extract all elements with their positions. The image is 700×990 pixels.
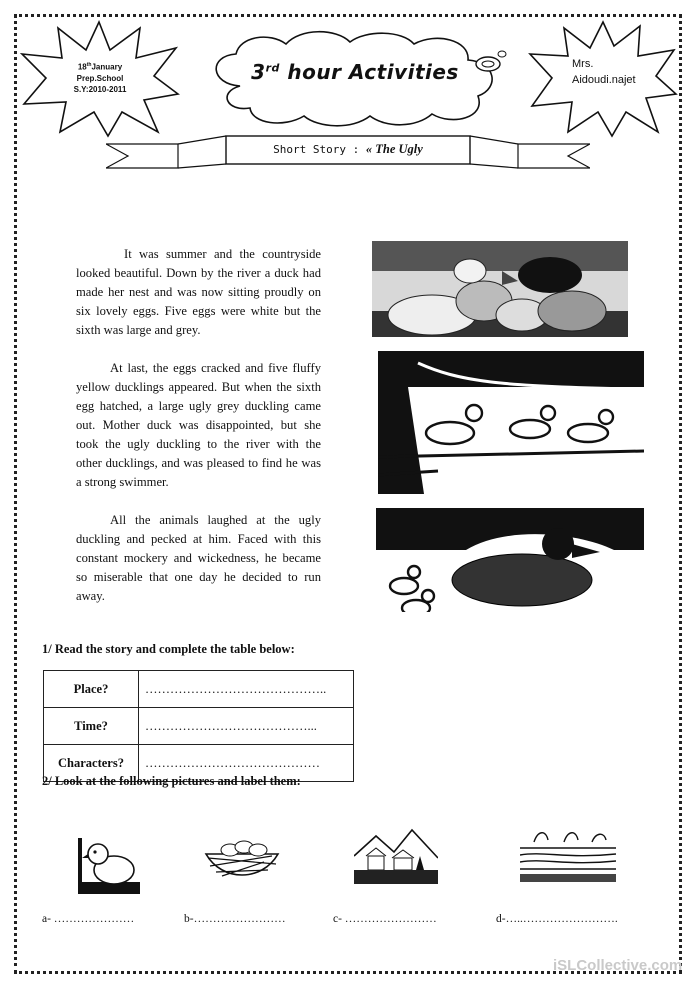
story-paragraph: All the animals laughed at the ugly duckling and pecked at him. Faced with this constant mockery and wickedness, he became so miserable that one day he decided to run away. [76,513,321,603]
page-title: 3rd hour Activities [251,60,459,84]
duck-nest-eggs-image [372,241,628,337]
label-d-blank[interactable]: d-…..……………………. [496,913,618,925]
teacher-star [528,20,678,138]
teacher-name: Aidoudi.najet [572,74,636,86]
place-answer-field[interactable]: …………………………………….. [139,671,354,708]
story-text [76,245,321,606]
date-line: 18thJanuary [77,62,123,72]
info-table [43,670,354,782]
title-cloud [200,26,510,130]
story-title-banner [106,132,590,172]
ducklings-swimming-image [378,351,644,494]
story-paragraph: At last, the eggs cracked and five fluffy yellow ducklings appeared. But when the sixth egg hatched, a large ugly grey duckling came out. Mother duck was disappointed, but she took the ugly duckling to the river with the other ducklings, and was pleased to find he was a strong swimmer. [76,361,321,489]
question-2-prompt: 2/ Look at the following pictures and label them: [42,774,301,788]
characters-label: Characters? [44,745,139,782]
watermark: iSLCollective.com [553,957,683,974]
table-row [44,671,354,708]
school-year-line: S.Y:2010-2011 [73,84,127,94]
duck-family-image [376,508,644,626]
time-answer-field[interactable]: …………………………………... [139,708,354,745]
question-1-prompt: 1/ Read the story and complete the table below: [42,642,295,656]
characters-answer-field[interactable]: …………………………………… [139,745,354,782]
label-a-blank[interactable]: a- ………………… [42,913,135,925]
place-label: Place? [44,671,139,708]
label-c-blank[interactable]: c- …………………… [333,913,437,925]
banner-text: Short Story : « The Ugly [273,142,423,156]
time-label: Time? [44,708,139,745]
story-paragraph: It was summer and the countryside looked beautiful. Down by the river a duck had made her nest and was now sitting proudly on six lovely eggs. Five eggs were white but the sixth was large and grey. [76,247,321,337]
chick-picture [78,836,140,894]
school-line: Prep.School [76,73,124,83]
river-picture [520,828,616,882]
teacher-title: Mrs. [572,58,594,70]
village-picture [354,826,438,884]
table-row [44,708,354,745]
nest-picture [202,832,282,882]
date-star [18,20,180,138]
label-b-blank[interactable]: b-…………………… [184,913,286,925]
